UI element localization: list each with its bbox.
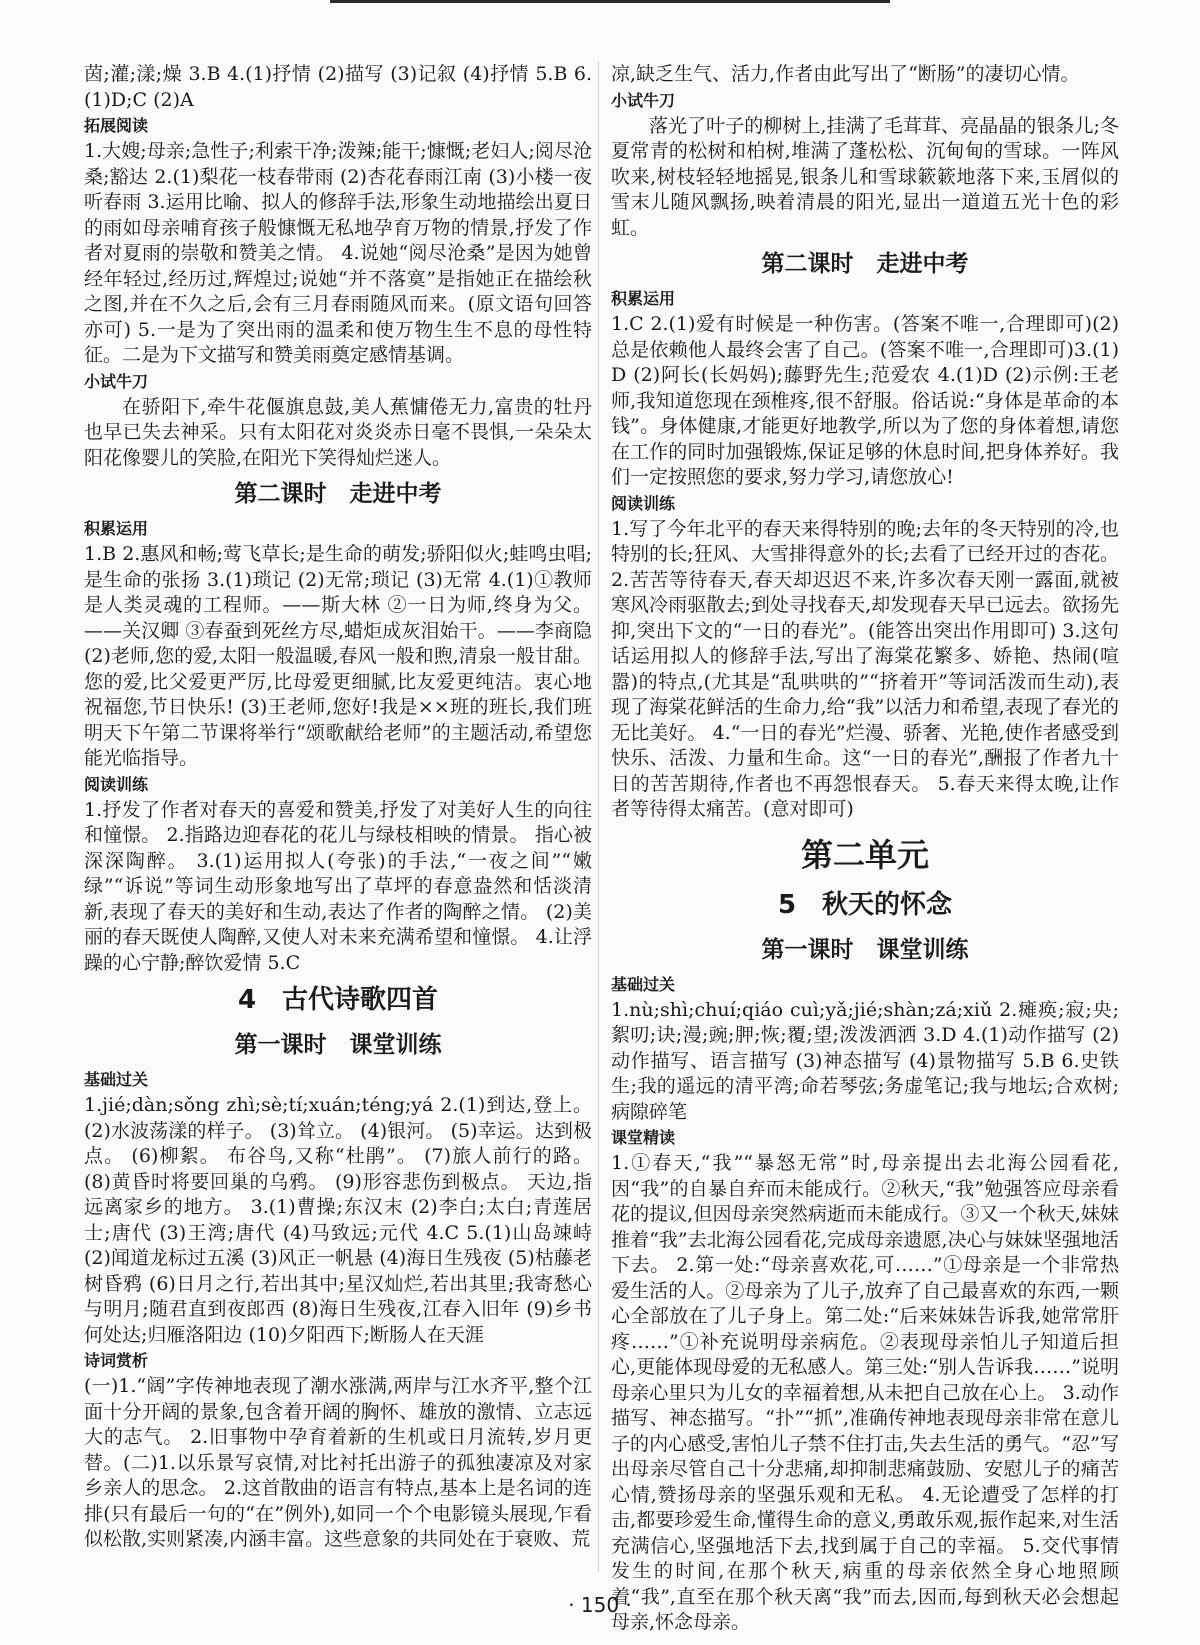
answer-text: 1.写了今年北平的春天来得特别的晚;去年的冬天特别的冷,也特别的长;狂风、大雪排得意外的长;去看了已经开过的杏花。 2.苦苦等待春天,春天却迟迟不来,许多次春天刚一露面,就被寒风冷雨驱散去;到处寻找春天,却发现春天早已远去。欲扬先抑,突出下文的“一日的春光”。(能答出突出作用即可) 3.这句话运用拟人的修辞手法,写出了海棠花繁多、娇艳、热闹(喧嚣)的特点,(尤其是“乱哄哄的”“挤着开”等词活泼而生动),表现了海棠花鲜活的生命力,给“我”以活力和希望,表现了春光的无比美好。 4.“一日的春光”烂漫、骄奢、光艳,使作者感受到快乐、活泼、力量和生命。这“一日的春光”,酬报了作者九十日的苦苦期待,作者也不再怨恨春天。 5.春天来得太晚,让作者等待得太痛苦。(意对即可) xyxy=(611,517,1119,820)
answer-text: 1.B 2.惠风和畅;莺飞草长;是生命的萌发;骄阳似火;蛙鸣虫唱;是生命的张扬 3.(1)琐记 (2)无常;琐记 (3)无常 4.(1)①教师是人类灵魂的工程师。——斯大林 ②一日为师,终身为父。——关汉卿 ③春蚕到死丝方尽,蜡炬成灰泪始干。——李商隐 (2)老师,您的爱,太阳一般温暖,春风一般和煦,清泉一般甘甜。您的爱,比父爱更严厉,比母爱更细腻,比友爱更纯洁。衷心地祝福您,节日快乐! (3)王老师,您好!我是××班的班长,我们班明天下午第二节课将举行“颂歌献给老师”的主题活动,希望您能光临指导。 xyxy=(84,543,592,769)
section-label: 课堂精读 xyxy=(611,1128,676,1147)
left-column xyxy=(84,62,592,1553)
section-label: 诗词赏析 xyxy=(84,1351,149,1370)
lesson-heading: 第二课时 走进中考 xyxy=(234,481,442,507)
answer-text: 1.jié;dàn;sǒng zhì;sè;tí;xuán;téng;yá 2.(1)到达,登上。(2)水波荡漾的样子。 (3)耸立。 (4)银河。 (5)幸运。达到极点。 (6)柳絮。 布谷鸟,又称“杜鹃”。 (7)旅人前行的路。 (8)黄昏时将要回巢的乌鸦。 (9)形容悲伤到极点。 天边,指远离家乡的地方。 3.(1)曹操;东汉末 (2)李白;太白;青莲居士;唐代 (3)王湾;唐代 (4)马致远;元代 4.C 5.(1)山岛竦峙 (2)闻道龙标过五溪 (3)风正一帆悬 (4)海日生残夜 (5)枯藤老树昏鸦 (6)日月之行,若出其中;星汉灿烂,若出其里;我寄愁心与明月;随君直到夜郎西 (8)海日生残夜,江春入旧年 (9)乡书何处达;归雁洛阳边 (10)夕阳西下;断肠人在天涯 xyxy=(84,1094,592,1346)
section-label: 小试牛刀 xyxy=(84,371,149,391)
section-label: 积累运用 xyxy=(611,289,676,308)
right-column xyxy=(611,62,1119,1636)
section-label: 阅读训练 xyxy=(611,493,676,513)
answer-text: 1.大嫂;母亲;急性子;利索干净;泼辣;能干;慷慨;老妇人;阅尽沧桑;豁达 2.(1)梨花一枝春带雨 (2)杏花春雨江南 (3)小楼一夜听春雨 3.运用比喻、拟人的修辞手法,形象生动地描绘出夏日的雨如母亲哺育孩子般慷慨无私地孕育万物的情景,抒发了作者对夏雨的崇敬和赞美之情。 4.说她“阅尽沧桑”是因为她曾经年轻过,经历过,辉煌过;说她“并不落寞”是指她正在描绘秋之图,并在不久之后,会有三月春雨随风而来。(原文语句回答亦可) 5.一是为了突出雨的温柔和使万物生生不息的母性特征。二是为下文描写和赞美雨奠定感情基调。 xyxy=(84,140,592,366)
section-label: 小试牛刀 xyxy=(611,90,676,110)
lesson-heading: 第一课时 课堂训练 xyxy=(234,1032,442,1058)
section-label: 拓展阅读 xyxy=(84,116,149,135)
answer-text: (一)1.“阔”字传神地表现了潮水涨满,两岸与江水齐平,整个江面十分开阔的景象,包含着开阔的胸怀、雄放的激情、立志远大的志气。 2.旧事物中孕育着新的生机或日月流转,岁月更替。(二)1.以乐景写哀情,对比衬托出游子的孤独凄凉及对家乡亲人的思念。 2.这首散曲的语言有特点,基本上是名词的连排(只有最后一句的“在”例外),如同一个个电影镜头展现,乍看似松散,实则紧凑,内涵丰富。这些意象的共同处在于衰败、荒 xyxy=(84,1375,592,1550)
section-label: 基础过关 xyxy=(611,974,676,994)
answer-text: 1.C 2.(1)爱有时候是一种伤害。(答案不唯一,合理即可)(2)总是依赖他人最终会害了自己。(答案不唯一,合理即可)3.(1)D (2)阿长(长妈妈);藤野先生;范爱农 4.(1)D (2)示例:王老师,我知道您现在颈椎疼,很不舒服。俗话说:“身体是革命的本钱”。身体健康,才能更好地教学,所以为了您的身体着想,请您在工作的同时加强锻炼,保证足够的休息时间,把身体养好。我们一定按照您的要求,努力学习,请您放心! xyxy=(611,313,1119,488)
section-label: 积累运用 xyxy=(84,519,149,538)
answer-text: 凉,缺乏生气、活力,作者由此写出了“断肠”的凄切心情。 xyxy=(611,63,1080,85)
answer-text: 在骄阳下,牵牛花偃旗息鼓,美人蕉慵倦无力,富贵的牡丹也早已失去神采。只有太阳花对炎炎赤日毫不畏惧,一朵朵太阳花像婴儿的笑脸,在阳光下笑得灿烂迷人。 xyxy=(84,395,592,469)
section-label: 基础过关 xyxy=(84,1070,149,1089)
top-rule xyxy=(330,0,890,3)
unit-heading: 第二单元 xyxy=(800,835,929,874)
lesson-heading: 第二课时 走进中考 xyxy=(761,251,969,277)
lesson-heading: 第一课时 课堂训练 xyxy=(761,936,969,963)
column-divider xyxy=(598,62,599,1572)
section-label: 阅读训练 xyxy=(84,774,149,794)
chapter-heading: 5 秋天的怀念 xyxy=(777,889,953,920)
page-number: · 150 · xyxy=(568,1593,632,1617)
answer-text: 茵;灌;漾;燥 3.B 4.(1)抒情 (2)描写 (3)记叙 (4)抒情 5.B 6.(1)D;C (2)A xyxy=(84,63,592,111)
answer-text: 1.①春天,“我”“暴怒无常”时,母亲提出去北海公园看花,因“我”的自暴自弃而未能成行。②秋天,“我”勉强答应母亲看花的提议,但因母亲突然病逝而未能成行。③又一个秋天,妹妹推着“我”去北海公园看花,完成母亲遗愿,决心与妹妹坚强地活下去。 2.第一处:“母亲喜欢花,可……”①母亲是一个非常热爱生活的人。②母亲为了儿子,放弃了自己最喜欢的东西,一颗心全部放在了儿子身上。第二处:“后来妹妹告诉我,她常常肝疼……”①补充说明母亲病危。②表现母亲怕儿子知道后担心,更能体现母爱的无私感人。第三处:“别人告诉我……”说明母亲心里只为儿女的幸福着想,从未把自己放在心上。 3.动作描写、神态描写。“扑”“抓”,准确传神地表现母亲非常在意儿子的内心感受,害怕儿子禁不住打击,失去生活的勇气。“忍”写出母亲尽管自己十分悲痛,却抑制悲痛鼓励、安慰儿子的痛苦心情,赞扬母亲的坚强乐观和无私。 4.无论遭受了怎样的打击,都要珍爱生命,懂得生命的意义,勇敢乐观,振作起来,对生活充满信心,坚强地活下去,找到属于自己的幸福。 5.交代事情发生的时间,在那个秋天,病重的母亲依然全身心地照顾着“我”,直至在那个秋天离“我”而去,因而,每到秋天必会想起母亲,怀念母亲。 xyxy=(611,1152,1119,1633)
answer-text: 1.nù;shì;chuí;qiáo cuì;yǎ;jié;shàn;zá;xiǔ 2.瘫痪;寂;央;絮叨;诀;漫;豌;胛;恢;覆;望;泼泼洒洒 3.D 4.(1)动作描写 (2)动作描写、语言描写 (3)神态描写 (4)景物描写 5.B 6.史铁生;我的遥远的清平湾;命若琴弦;务虚笔记;我与地坛;合欢树;病隙碎笔 xyxy=(611,998,1119,1123)
chapter-heading: 4 古代诗歌四首 xyxy=(237,985,439,1015)
answer-text: 1.抒发了作者对春天的喜爱和赞美,抒发了对美好人生的向往和憧憬。 2.指路边迎春花的花儿与绿枝相映的情景。 指心被深深陶醉。 3.(1)运用拟人(夸张)的手法,“一夜之间”“嫩绿”“诉说”等词生动形象地写出了草坪的春意盎然和恬淡清新,表现了春天的美好和生动,表达了作者的陶醉之情。 (2)美丽的春天既使人陶醉,又使人对未来充满希望和憧憬。 4.让浮躁的心宁静;醉饮爱情 5.C xyxy=(84,798,592,974)
answer-text: 落光了叶子的柳树上,挂满了毛茸茸、亮晶晶的银条儿;冬夏常青的松树和柏树,堆满了蓬松松、沉甸甸的雪球。一阵风吹来,树枝轻轻地摇晃,银条儿和雪球簌簌地落下来,玉屑似的雪末儿随风飘扬,映着清晨的阳光,显出一道道五光十色的彩虹。 xyxy=(611,114,1119,239)
